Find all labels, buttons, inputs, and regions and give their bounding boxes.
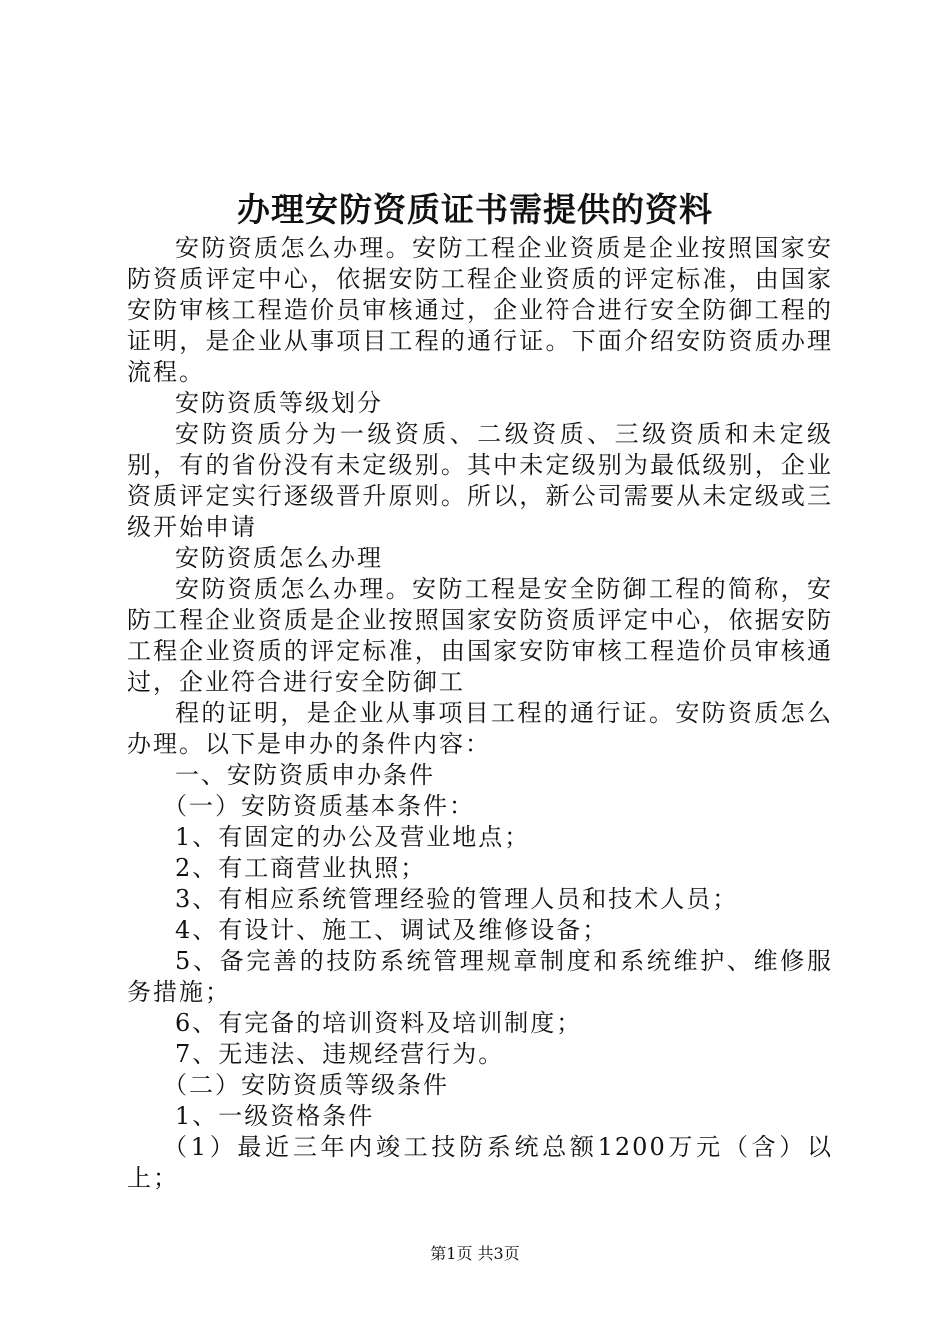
paragraph-how-to-apply-cont: 程的证明，是企业从事项目工程的通行证。安防资质怎么办理。以下是申办的条件内容： [127, 699, 833, 758]
list-item: 6、有完备的培训资料及培训制度； [175, 1009, 583, 1037]
list-item: 7、无违法、违规经营行为。 [175, 1040, 505, 1068]
list-item: 2、有工商营业执照； [175, 854, 427, 882]
heading-section-one: 一、安防资质申办条件 [175, 761, 435, 789]
document-body [127, 233, 833, 1194]
paragraph-intro: 安防资质怎么办理。安防工程企业资质是企业按照国家安防资质评定中心，依据安防工程企业资质的评定标准，由国家安防审核工程造价员审核通过，企业符合进行安全防御工程的证明，是企业从事项目工程的通行证。下面介绍安防资质办理流程。 [127, 234, 833, 386]
heading-grade-division: 安防资质等级划分 [175, 389, 383, 417]
heading-basic-conditions: （一）安防资质基本条件： [163, 792, 475, 820]
list-item: （1）最近三年内竣工技防系统总额1200万元（含）以上； [127, 1133, 833, 1192]
heading-level-one: 1、一级资格条件 [175, 1102, 375, 1130]
page-footer: 第1页 共3页 [430, 1244, 520, 1263]
document-title: 办理安防资质证书需提供的资料 [237, 190, 713, 229]
heading-grade-conditions: （二）安防资质等级条件 [163, 1071, 449, 1099]
paragraph-how-to-apply: 安防资质怎么办理。安防工程是安全防御工程的简称，安防工程企业资质是企业按照国家安防资质评定中心，依据安防工程企业资质的评定标准，由国家安防审核工程造价员审核通过，企业符合进行安全防御工 [127, 575, 833, 696]
list-item: 5、备完善的技防系统管理规章制度和系统维护、维修服务措施； [127, 947, 833, 1006]
paragraph-grade-division: 安防资质分为一级资质、二级资质、三级资质和未定级别，有的省份没有未定级别。其中未定级别为最低级别，企业资质评定实行逐级晋升原则。所以，新公司需要从未定级或三级开始申请 [127, 420, 833, 541]
list-item: 1、有固定的办公及营业地点； [175, 823, 531, 851]
heading-how-to-apply: 安防资质怎么办理 [175, 544, 383, 572]
list-item: 3、有相应系统管理经验的管理人员和技术人员； [175, 885, 739, 913]
list-item: 4、有设计、施工、调试及维修设备； [175, 916, 609, 944]
